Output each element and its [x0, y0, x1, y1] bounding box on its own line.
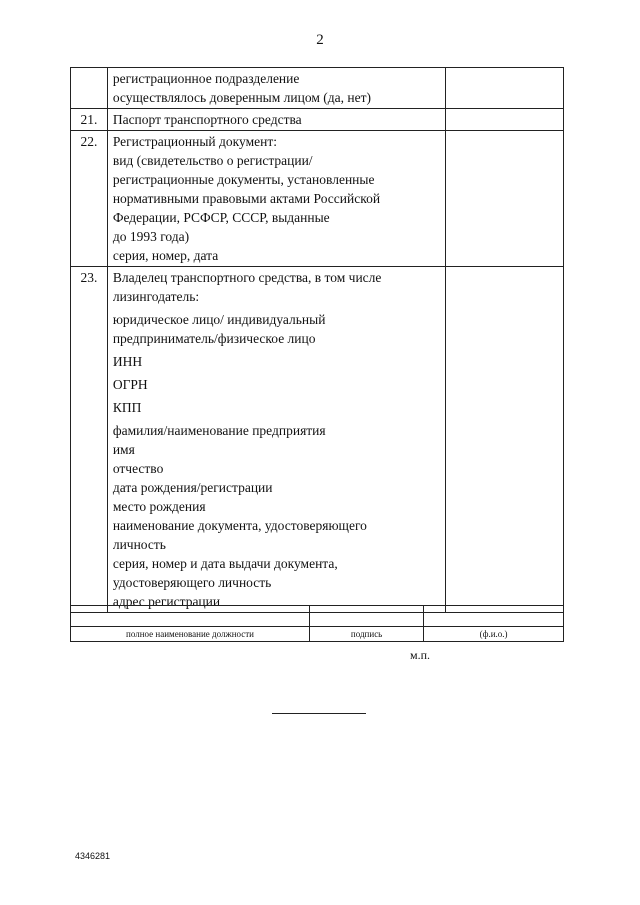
row-text-line: адрес регистрации — [112, 594, 221, 609]
row-text-line: фамилия/наименование предприятия — [112, 423, 326, 438]
end-divider — [272, 713, 366, 714]
row-text-line: регистрационное подразделение — [112, 71, 300, 86]
name-field — [424, 606, 564, 627]
row-text-line: дата рождения/регистрации — [112, 480, 273, 495]
row-text-line: личность — [112, 537, 166, 552]
row-text-line: серия, номер, дата — [112, 248, 219, 263]
name-caption: (ф.и.о.) — [424, 627, 564, 642]
row-text-line: имя — [112, 442, 135, 457]
row-value-cell — [445, 68, 563, 109]
row-text-line: Регистрационный документ: — [112, 134, 277, 149]
row-description — [107, 267, 445, 613]
table-row — [71, 131, 564, 267]
row-text-line: удостоверяющего личность — [112, 575, 272, 590]
signature-caption: подпись — [310, 627, 424, 642]
row-text-line: Паспорт транспортного средства — [112, 112, 302, 127]
position-field — [71, 606, 310, 627]
row-number: 21. — [71, 109, 108, 131]
row-text-line: ОГРН — [112, 377, 148, 392]
table-row — [71, 68, 564, 109]
row-number: 23. — [71, 267, 108, 613]
row-text-line: Владелец транспортного средства, в том числе — [112, 270, 382, 285]
row-value-cell — [445, 267, 563, 613]
signature-captions-row — [71, 627, 564, 642]
row-text-line: КПП — [112, 400, 142, 415]
row-text-line: до 1993 года) — [112, 229, 190, 244]
signature-fields-row — [71, 606, 564, 627]
row-text-line: осуществлялось доверенным лицом (да, нет) — [112, 90, 371, 105]
document-id: 4346281 — [75, 851, 111, 861]
row-value-cell — [445, 109, 563, 131]
row-value-cell — [445, 131, 563, 267]
position-caption: полное наименование должности — [71, 627, 310, 642]
row-text-line: Федерации, РСФСР, СССР, выданные — [112, 210, 330, 225]
page-number: 2 — [316, 32, 324, 48]
row-text-line: наименование документа, удостоверяющего — [112, 518, 367, 533]
stamp-placeholder: м.п. — [410, 648, 431, 662]
row-text-line: серия, номер и дата выдачи документа, — [112, 556, 338, 571]
table-row — [71, 267, 564, 613]
row-text-line: предприниматель/физическое лицо — [112, 331, 316, 346]
row-text-line: юридическое лицо/ индивидуальный — [112, 312, 326, 327]
row-text-line: лизингодатель: — [112, 289, 200, 304]
row-number: 22. — [71, 131, 108, 267]
row-text-line: нормативными правовыми актами Российской — [112, 191, 381, 206]
row-text-line: вид (свидетельство о регистрации/ — [112, 153, 313, 168]
row-description — [107, 109, 445, 131]
row-text-line: регистрационные документы, установленные — [112, 172, 375, 187]
row-description — [107, 68, 445, 109]
row-description — [107, 131, 445, 267]
registration-data-table — [70, 67, 564, 613]
row-number — [71, 68, 108, 109]
row-text-line: отчество — [112, 461, 164, 476]
row-text-line: место рождения — [112, 499, 206, 514]
table-row — [71, 109, 564, 131]
signature-field — [310, 606, 424, 627]
signature-block — [70, 605, 564, 642]
row-text-line: ИНН — [112, 354, 143, 369]
